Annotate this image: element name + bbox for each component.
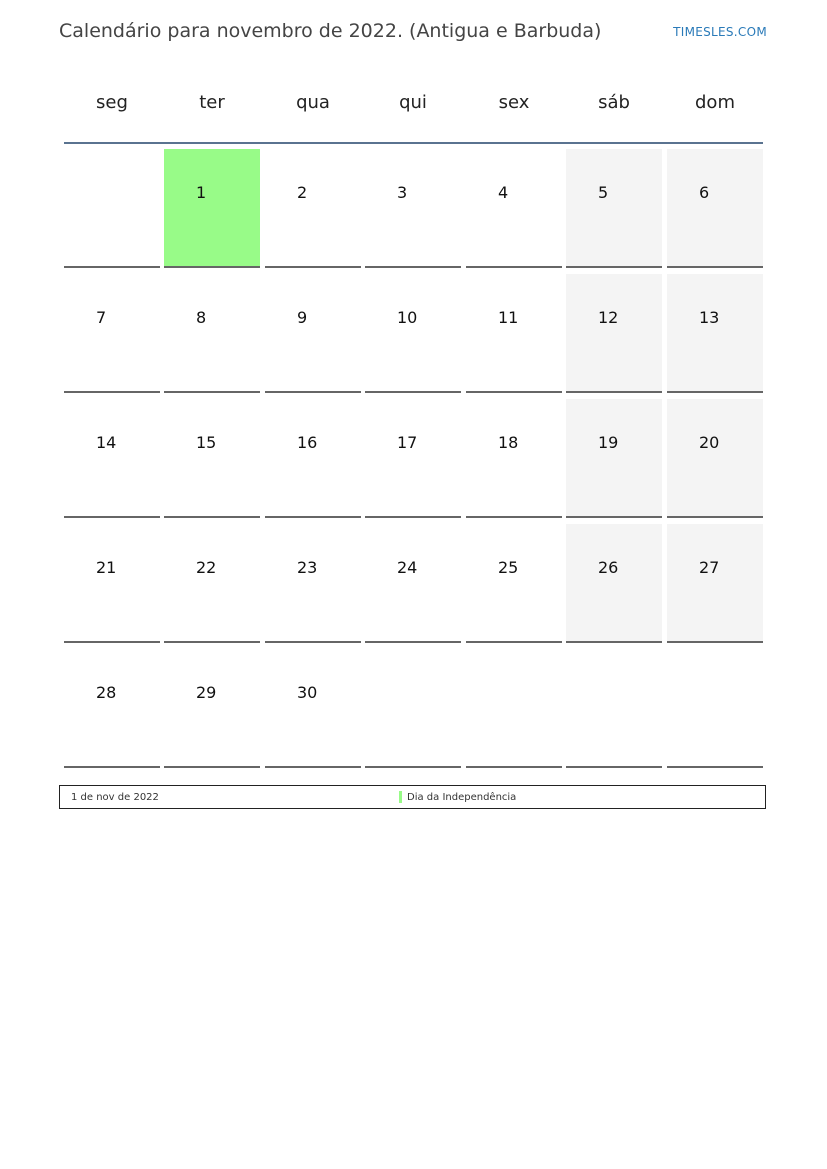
day-number: 22 [196, 558, 217, 577]
calendar-day-cell[interactable] [667, 524, 763, 643]
day-number: 29 [196, 683, 217, 702]
calendar-day-cell[interactable] [466, 649, 562, 768]
calendar-day-cell[interactable] [64, 524, 160, 643]
day-number: 12 [598, 308, 619, 327]
calendar-day-cell[interactable] [566, 149, 662, 268]
day-number: 7 [96, 308, 107, 327]
calendar-day-cell[interactable] [365, 524, 461, 643]
calendar-day-cell[interactable] [164, 524, 260, 643]
calendar-day-cell[interactable] [265, 274, 361, 393]
day-number: 16 [297, 433, 318, 452]
brand-link[interactable]: TIMESLES.COM [673, 25, 767, 39]
weekday-mon: seg [96, 92, 128, 113]
weekday-thu: qui [399, 92, 427, 113]
weekday-sun: dom [695, 92, 735, 113]
holiday-legend [59, 785, 766, 809]
calendar-day-cell[interactable] [466, 399, 562, 518]
day-number: 5 [598, 183, 609, 202]
calendar-day-cell[interactable] [566, 399, 662, 518]
day-number: 19 [598, 433, 619, 452]
day-number: 15 [196, 433, 217, 452]
day-number: 17 [397, 433, 418, 452]
calendar-day-cell-holiday[interactable] [164, 149, 260, 268]
calendar-day-cell[interactable] [466, 149, 562, 268]
calendar-day-cell[interactable] [164, 649, 260, 768]
day-number: 9 [297, 308, 308, 327]
calendar-day-cell[interactable] [265, 649, 361, 768]
day-number: 24 [397, 558, 418, 577]
calendar-day-cell[interactable] [566, 524, 662, 643]
calendar-day-cell[interactable] [64, 649, 160, 768]
weekday-wed: qua [296, 92, 330, 113]
day-number: 21 [96, 558, 117, 577]
day-number: 13 [699, 308, 720, 327]
calendar-day-cell[interactable] [667, 649, 763, 768]
calendar-day-cell[interactable] [365, 649, 461, 768]
calendar-day-cell[interactable] [265, 524, 361, 643]
calendar-day-cell[interactable] [365, 149, 461, 268]
day-number: 18 [498, 433, 519, 452]
day-number: 23 [297, 558, 318, 577]
calendar-day-cell[interactable] [64, 399, 160, 518]
legend-holiday-name: Dia da Independência [407, 792, 517, 803]
calendar-day-cell[interactable] [466, 274, 562, 393]
day-number: 27 [699, 558, 720, 577]
legend-date: 1 de nov de 2022 [71, 792, 159, 803]
calendar-day-cell[interactable] [365, 399, 461, 518]
calendar-day-cell[interactable] [466, 524, 562, 643]
day-number: 4 [498, 183, 509, 202]
calendar-day-cell[interactable] [566, 274, 662, 393]
day-number: 30 [297, 683, 318, 702]
day-number: 1 [196, 183, 207, 202]
legend-holiday-swatch [399, 791, 402, 803]
day-number: 25 [498, 558, 519, 577]
day-number: 3 [397, 183, 408, 202]
calendar-day-cell[interactable] [164, 274, 260, 393]
weekday-sat: sáb [598, 92, 630, 113]
day-number: 14 [96, 433, 117, 452]
page-title: Calendário para novembro de 2022. (Antigua e Barbuda) [59, 20, 602, 42]
day-number: 26 [598, 558, 619, 577]
calendar-day-cell[interactable] [365, 274, 461, 393]
day-number: 2 [297, 183, 308, 202]
day-number: 6 [699, 183, 710, 202]
day-number: 28 [96, 683, 117, 702]
day-number: 11 [498, 308, 519, 327]
calendar-day-cell[interactable] [64, 149, 160, 268]
weekday-fri: sex [498, 92, 530, 113]
calendar-day-cell[interactable] [164, 399, 260, 518]
calendar-day-cell[interactable] [667, 274, 763, 393]
calendar-day-cell[interactable] [667, 149, 763, 268]
calendar-day-cell[interactable] [64, 274, 160, 393]
calendar-day-cell[interactable] [265, 149, 361, 268]
day-number: 20 [699, 433, 720, 452]
calendar-day-cell[interactable] [566, 649, 662, 768]
calendar-day-cell[interactable] [667, 399, 763, 518]
day-number: 10 [397, 308, 418, 327]
calendar-day-cell[interactable] [265, 399, 361, 518]
day-number: 8 [196, 308, 207, 327]
weekday-tue: ter [199, 92, 225, 113]
